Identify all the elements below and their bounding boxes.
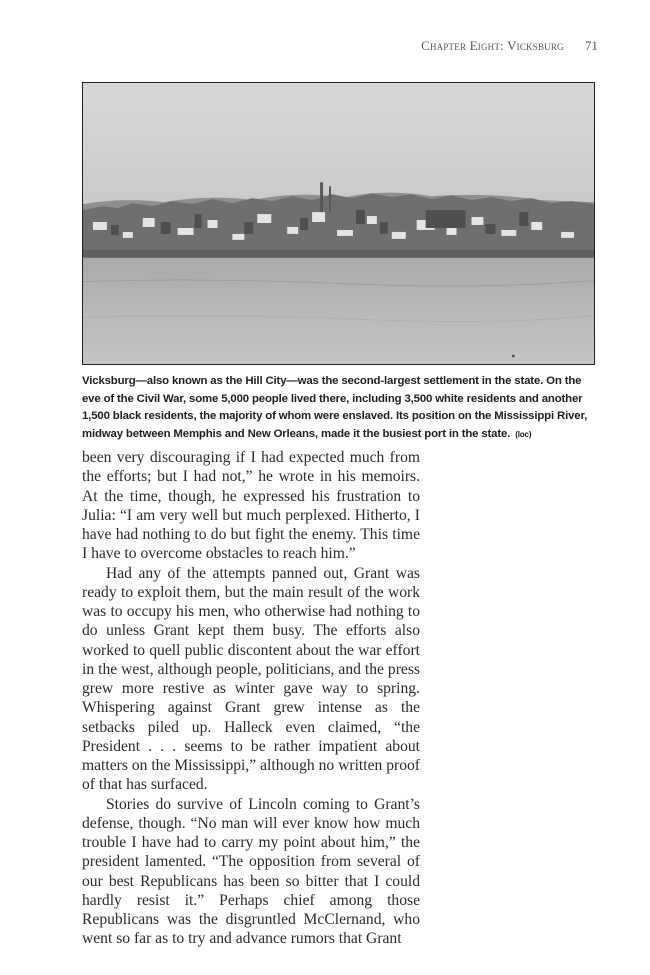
chapter-title: Chapter Eight: Vicksburg: [421, 38, 564, 53]
paragraph: Had any of the attempts panned out, Grant was ready to exploit them, but the main result of the work was to occupy his men, who otherwise had nothing to do unless Grant kept them busy. The efforts also worked to quell public discontent about the war effort in the west, although people, politicians, and the press grew more restive as winter gave way to spring. Whispering against Grant grew intense as the setbacks piled up. Halleck even claimed, “the President . . . seems to be rather impatient about matters on the Mississippi,” although no written proof of that has surfaced.: [82, 564, 420, 794]
paragraph: been very discouraging if I had expected much from the efforts; but I had not,” he wrote in his memoirs. At the time, though, he expressed his frustration to Julia: “I am very well but much perplexed. Hitherto, I have had nothing to do but fight the enemy. This time I have to overcome obstacles to reach him.”: [82, 449, 420, 563]
photo-caption: [82, 373, 600, 443]
paragraph: Stories do survive of Lincoln coming to Grant’s defense, though. “No man will ever know how much trouble I have had to carry my point about him,” the president lamented. “The opposition from several of our best Republicans has been so bitter that I could hardly resist it.” Perhaps chief among those Republicans was the disgruntled McClernand, who went so far as to try and advance rumors that Grant: [82, 795, 420, 948]
photo-credit: (loc): [515, 429, 532, 439]
page-number: 71: [585, 39, 598, 53]
river-town-illustration: [83, 83, 594, 364]
body-text: [82, 448, 420, 949]
running-head: [421, 38, 598, 54]
caption-text: Vicksburg—also known as the Hill City—was the second-largest settlement in the state. On the eve of the Civil War, some 5,000 people lived there, including 3,500 white residents and another 1,500 black residents, the majority of whom were enslaved. Its position on the Mississippi River, midway between Memphis and New Orleans, made it the busiest port in the state.: [82, 375, 588, 440]
vicksburg-photograph: [82, 82, 595, 365]
